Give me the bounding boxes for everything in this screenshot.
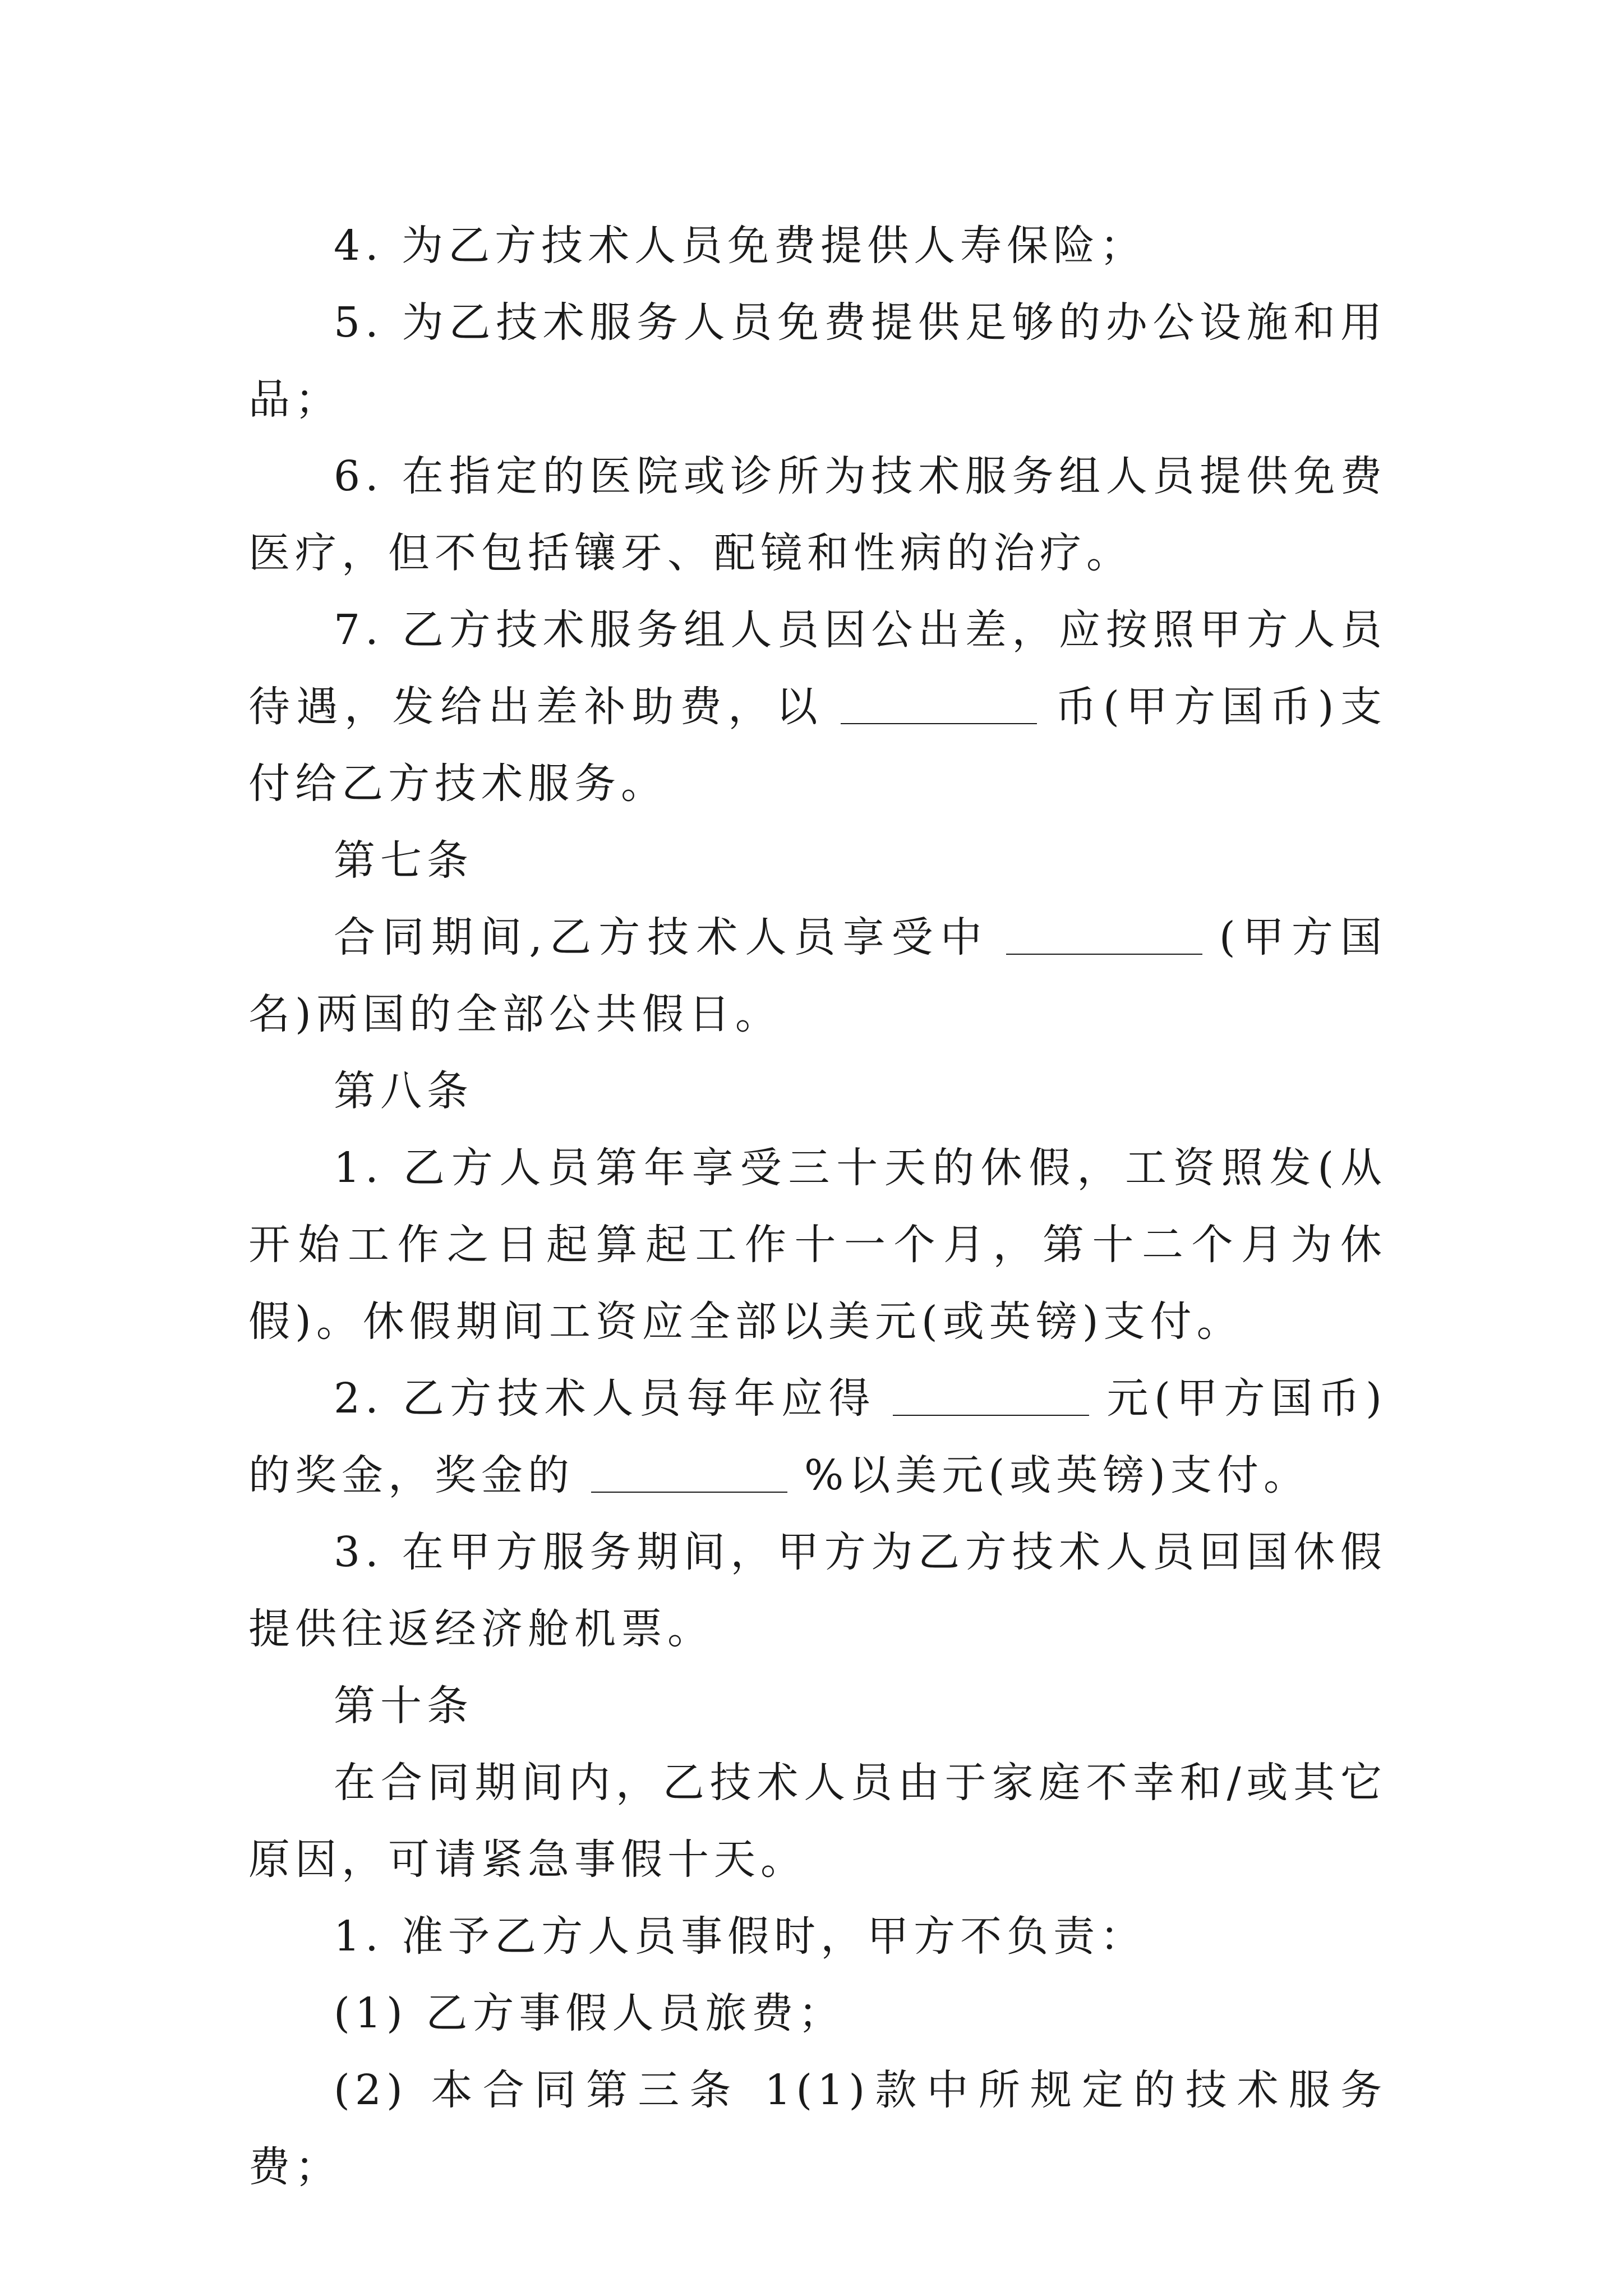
article-10-body bbox=[248, 1745, 1387, 1898]
clause-text-before-blank: 7. 乙方技术服务组人员因公出差，应按照甲方人员待遇，发给出差补助费，以 bbox=[248, 606, 1387, 731]
clause-item-4 bbox=[248, 208, 1387, 284]
article-8-item-1 bbox=[248, 1130, 1387, 1360]
clause-text-middle: 元(甲方国币)的奖金，奖金的 bbox=[248, 1374, 1387, 1499]
article-10-item-1 bbox=[248, 1898, 1387, 1975]
clause-text: 3. 在甲方服务期间，甲方为乙方技术人员回国休假提供往返经济舱机票。 bbox=[248, 1528, 1387, 1653]
clause-item-5 bbox=[248, 284, 1387, 438]
article-heading-10 bbox=[248, 1668, 1387, 1745]
clause-text-after-blank: 币(甲方国币)支付给乙方技术服务。 bbox=[248, 683, 1387, 808]
article-8-item-2 bbox=[248, 1360, 1387, 1514]
fill-in-blank-currency bbox=[841, 684, 1037, 724]
clause-item-6 bbox=[248, 438, 1387, 592]
clause-text: 1. 准予乙方人员事假时，甲方不负责： bbox=[334, 1912, 1147, 1961]
article-10-subitem-2 bbox=[248, 2052, 1387, 2206]
clause-text: (1) 乙方事假人员旅费； bbox=[334, 1989, 845, 2037]
clause-text-after-blank: (甲方国名)两国的全部公共假日。 bbox=[248, 913, 1387, 1038]
clause-text: 4. 为乙方技术人员免费提供人寿保险； bbox=[334, 222, 1147, 270]
article-10-subitem-1 bbox=[248, 1975, 1387, 2052]
fill-in-blank-bonus-percent bbox=[591, 1452, 787, 1493]
article-title: 第八条 bbox=[334, 1067, 473, 1115]
contract-body bbox=[248, 208, 1387, 2206]
clause-text: 在合同期间内，乙技术人员由于家庭不幸和/或其它原因，可请紧急事假十天。 bbox=[248, 1759, 1387, 1884]
article-8-item-3 bbox=[248, 1514, 1387, 1668]
clause-text-before-blank: 2. 乙方技术人员每年应得 bbox=[334, 1374, 877, 1423]
article-heading-8 bbox=[248, 1053, 1387, 1130]
clause-text: 1. 乙方人员第年享受三十天的休假，工资照发(从开始工作之日起算起工作十一个月，第十二个月为休假)。休假期间工资应全部以美元(或英镑)支付。 bbox=[248, 1144, 1387, 1346]
clause-text: 5. 为乙技术服务人员免费提供足够的办公设施和用品； bbox=[248, 298, 1387, 424]
fill-in-blank-country bbox=[1006, 914, 1202, 955]
clause-text: 6. 在指定的医院或诊所为技术服务组人员提供免费医疗，但不包括镶牙、配镜和性病的治疗。 bbox=[248, 452, 1387, 577]
article-title: 第七条 bbox=[334, 836, 473, 885]
fill-in-blank-bonus-amount bbox=[893, 1375, 1089, 1416]
clause-text-after-blank: %以美元(或英镑)支付。 bbox=[804, 1451, 1311, 1499]
article-heading-7 bbox=[248, 822, 1387, 899]
clause-text: (2) 本合同第三条 1(1)款中所规定的技术服务费； bbox=[248, 2066, 1387, 2191]
article-7-body bbox=[248, 899, 1387, 1053]
clause-text-before-blank: 合同期间,乙方技术人员享受中 bbox=[334, 913, 989, 961]
article-title: 第十条 bbox=[334, 1682, 473, 1730]
clause-item-7 bbox=[248, 592, 1387, 822]
